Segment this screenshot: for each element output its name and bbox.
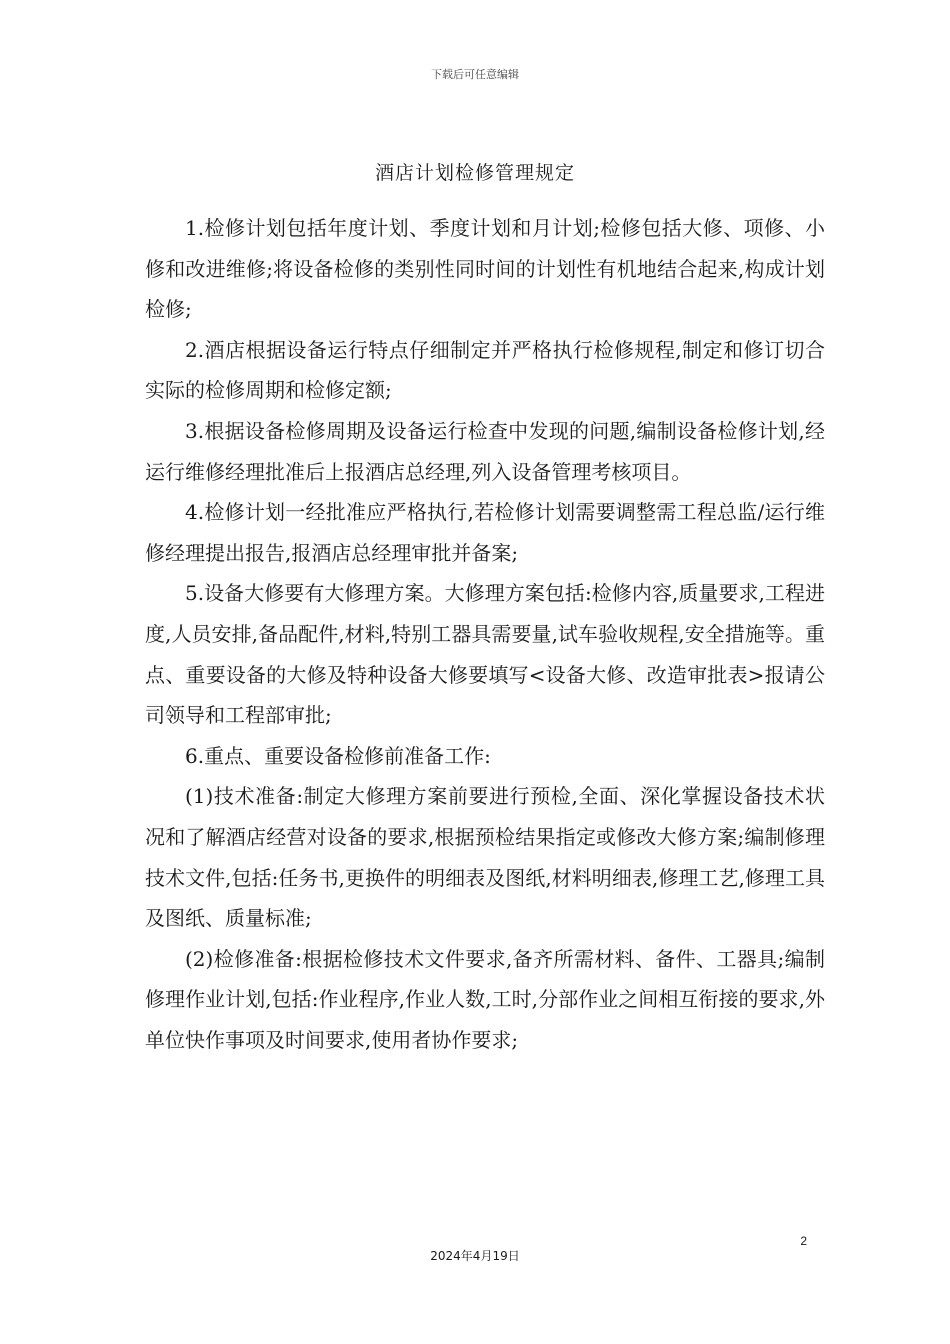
paragraph-2: 2.酒店根据设备运行特点仔细制定并严格执行检修规程,制定和修订切合实际的检修周期和检修定额; [145, 337, 825, 403]
paragraph-5: 5.设备大修要有大修理方案。大修理方案包括:检修内容,质量要求,工程进度,人员安排,备品配件,材料,特别工器具需要量,试车验收规程,安全措施等。重点、重要设备的大修及特种设备大修要填写<设备大修、改造审批表>报请公司领导和工程部审批; [145, 581, 825, 728]
paragraph-6-1: (1)技术准备:制定大修理方案前要进行预检,全面、深化掌握设备技术状况和了解酒店经营对设备的要求,根据预检结果指定或修改大修方案;编制修理技术文件,包括:任务书,更换件的明细表及图纸,材料明细表,修理工艺,修理工具及图纸、质量标准; [145, 784, 825, 931]
paragraph-6: 6.重点、重要设备检修前准备工作: [185, 743, 491, 768]
paragraph-3: 3.根据设备检修周期及设备运行检查中发现的问题,编制设备检修计划,经运行维修经理批准后上报酒店总经理,列入设备管理考核项目。 [145, 418, 825, 484]
page-number: 2 [800, 1234, 807, 1248]
paragraph-1: 1.检修计划包括年度计划、季度计划和月计划;检修包括大修、项修、小修和改进维修;将设备检修的类别性同时间的计划性有机地结合起来,构成计划检修; [145, 216, 825, 322]
header-note: 下载后可任意编辑 [431, 68, 519, 81]
paragraph-4: 4.检修计划一经批准应严格执行,若检修计划需要调整需工程总监/运行维修经理提出报告,报酒店总经理审批并备案; [145, 500, 825, 565]
document-title: 酒店计划检修管理规定 [374, 162, 575, 184]
document-body [145, 208, 825, 1060]
paragraph-6-2: (2)检修准备:根据检修技术文件要求,备齐所需材料、备件、工器具;编制修理作业计划,包括:作业程序,作业人数,工时,分部作业之间相互衔接的要求,外单位快作事项及时间要求,使用者协作要求; [145, 946, 825, 1052]
footer-date: 2024年4月19日 [430, 1249, 520, 1263]
